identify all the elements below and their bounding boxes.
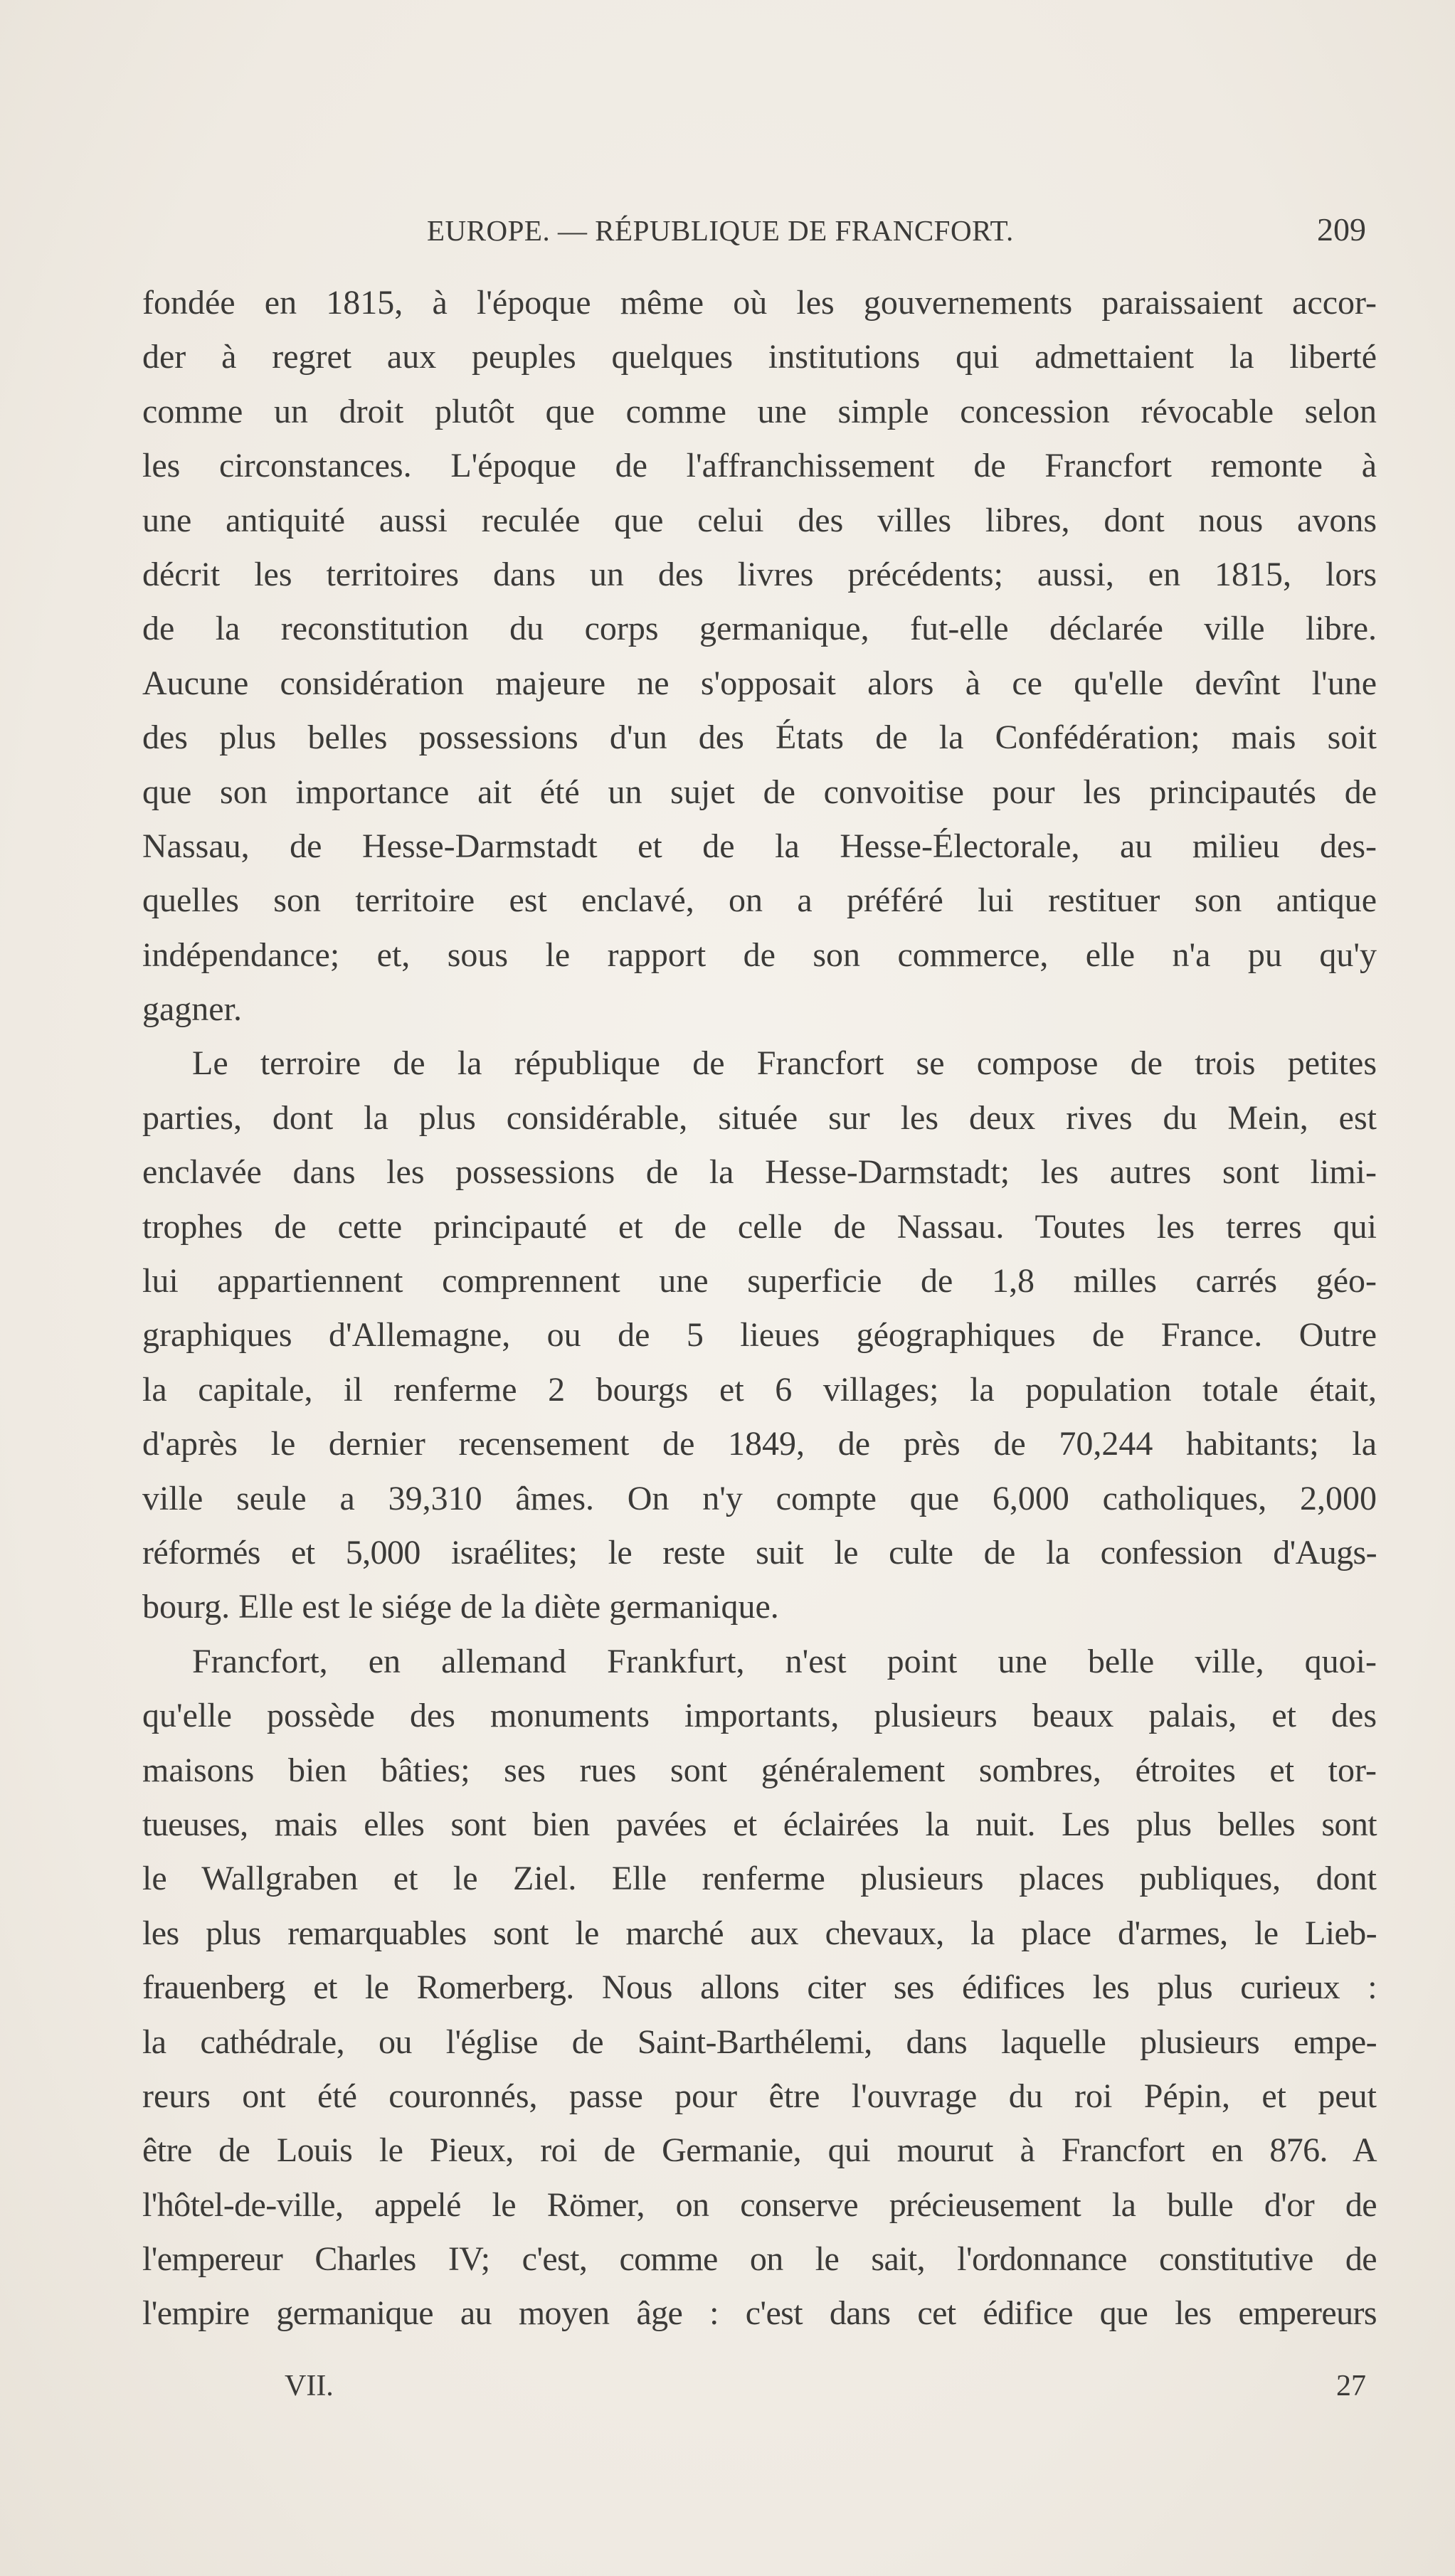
text-line: comme un droit plutôt que comme une simple concession révocable selon [142, 392, 1377, 430]
text-line: une antiquité aussi reculée que celui des villes libres, dont nous avons [142, 501, 1377, 539]
text-line: bourg. Elle est le siége de la diète germanique. [142, 1588, 779, 1626]
text-line: la capitale, il renferme 2 bourgs et 6 villages; la population totale était, [142, 1370, 1377, 1409]
text-line: Nassau, de Hesse-Darmstadt et de la Hesse-Électorale, au milieu des- [142, 827, 1377, 865]
sheet-number: 27 [1336, 2370, 1366, 2402]
text-line: des plus belles possessions d'un des États de la Confédération; mais soit [142, 719, 1377, 757]
text-line: l'hôtel-de-ville, appelé le Römer, on conserve précieusement la bulle d'or de [142, 2185, 1377, 2224]
text-line: les circonstances. L'époque de l'affranchissement de Francfort remonte à [142, 447, 1377, 485]
text-line: décrit les territoires dans un des livres précédents; aussi, en 1815, lors [142, 555, 1377, 593]
text-line: que son importance ait été un sujet de convoitise pour les principautés de [142, 773, 1377, 811]
text-line: les plus remarquables sont le marché aux chevaux, la place d'armes, le Lieb- [142, 1914, 1377, 1952]
page-footer [142, 2369, 1366, 2412]
text-line: parties, dont la plus considérable, située sur les deux rives du Mein, est [142, 1098, 1377, 1137]
text-line: maisons bien bâties; ses rues sont généralement sombres, étroites et tor- [142, 1751, 1377, 1789]
text-line: enclavée dans les possessions de la Hesse-Darmstadt; les autres sont limi- [142, 1153, 1377, 1192]
text-line: frauenberg et le Romerberg. Nous allons citer ses édifices les plus curieux : [142, 1968, 1377, 2007]
text-line: indépendance; et, sous le rapport de son commerce, elle n'a pu qu'y [142, 935, 1377, 974]
signature-mark: VII. [285, 2370, 334, 2402]
text-line: Aucune considération majeure ne s'opposait alors à ce qu'elle devînt l'une [142, 664, 1377, 702]
text-line: Francfort, en allemand Frankfurt, n'est point une belle ville, quoi- [192, 1642, 1377, 1680]
page-number: 209 [1317, 211, 1366, 248]
text-line: la cathédrale, ou l'église de Saint-Barthélemi, dans laquelle plusieurs empe- [142, 2023, 1377, 2061]
text-line: graphiques d'Allemagne, ou de 5 lieues géographiques de France. Outre [142, 1316, 1377, 1355]
text-line: l'empereur Charles IV; c'est, comme on le sait, l'ordonnance constitutive de [142, 2240, 1377, 2279]
text-line: quelles son territoire est enclavé, on a préféré lui restituer son antique [142, 881, 1377, 920]
text-line: réformés et 5,000 israélites; le reste suit le culte de la confession d'Augs- [142, 1533, 1377, 1571]
text-line: d'après le dernier recensement de 1849, de près de 70,244 habitants; la [142, 1425, 1377, 1463]
text-line: fondée en 1815, à l'époque même où les gouvernements paraissaient accor- [142, 284, 1377, 322]
text-line: lui appartiennent comprennent une superficie de 1,8 milles carrés géo- [142, 1262, 1377, 1300]
text-line: l'empire germanique au moyen âge : c'est dans cet édifice que les empereurs [142, 2294, 1377, 2333]
text-line: reurs ont été couronnés, passe pour être l'ouvrage du roi Pépin, et peut [142, 2077, 1377, 2115]
page-header [142, 213, 1366, 256]
text-line: tueuses, mais elles sont bien pavées et éclairées la nuit. Les plus belles sont [142, 1805, 1377, 1843]
text-line: de la reconstitution du corps germanique, fut-elle déclarée ville libre. [142, 610, 1377, 648]
text-line: être de Louis le Pieux, roi de Germanie, qui mourut à Francfort en 876. A [142, 2131, 1377, 2170]
text-line: der à regret aux peuples quelques institutions qui admettaient la liberté [142, 338, 1377, 376]
text-line: le Wallgraben et le Ziel. Elle renferme plusieurs places publiques, dont [142, 1860, 1377, 1898]
text-line: qu'elle possède des monuments importants, plusieurs beaux palais, et des [142, 1697, 1377, 1735]
text-line: ville seule a 39,310 âmes. On n'y compte que 6,000 catholiques, 2,000 [142, 1479, 1377, 1517]
running-title: EUROPE. — RÉPUBLIQUE DE FRANCFORT. [427, 214, 1014, 247]
text-line: gagner. [142, 990, 242, 1029]
text-line: Le terroire de la république de Francfort se compose de trois petites [192, 1044, 1377, 1083]
text-line: trophes de cette principauté et de celle de Nassau. Toutes les terres qui [142, 1207, 1377, 1246]
body-text [142, 276, 1377, 2341]
